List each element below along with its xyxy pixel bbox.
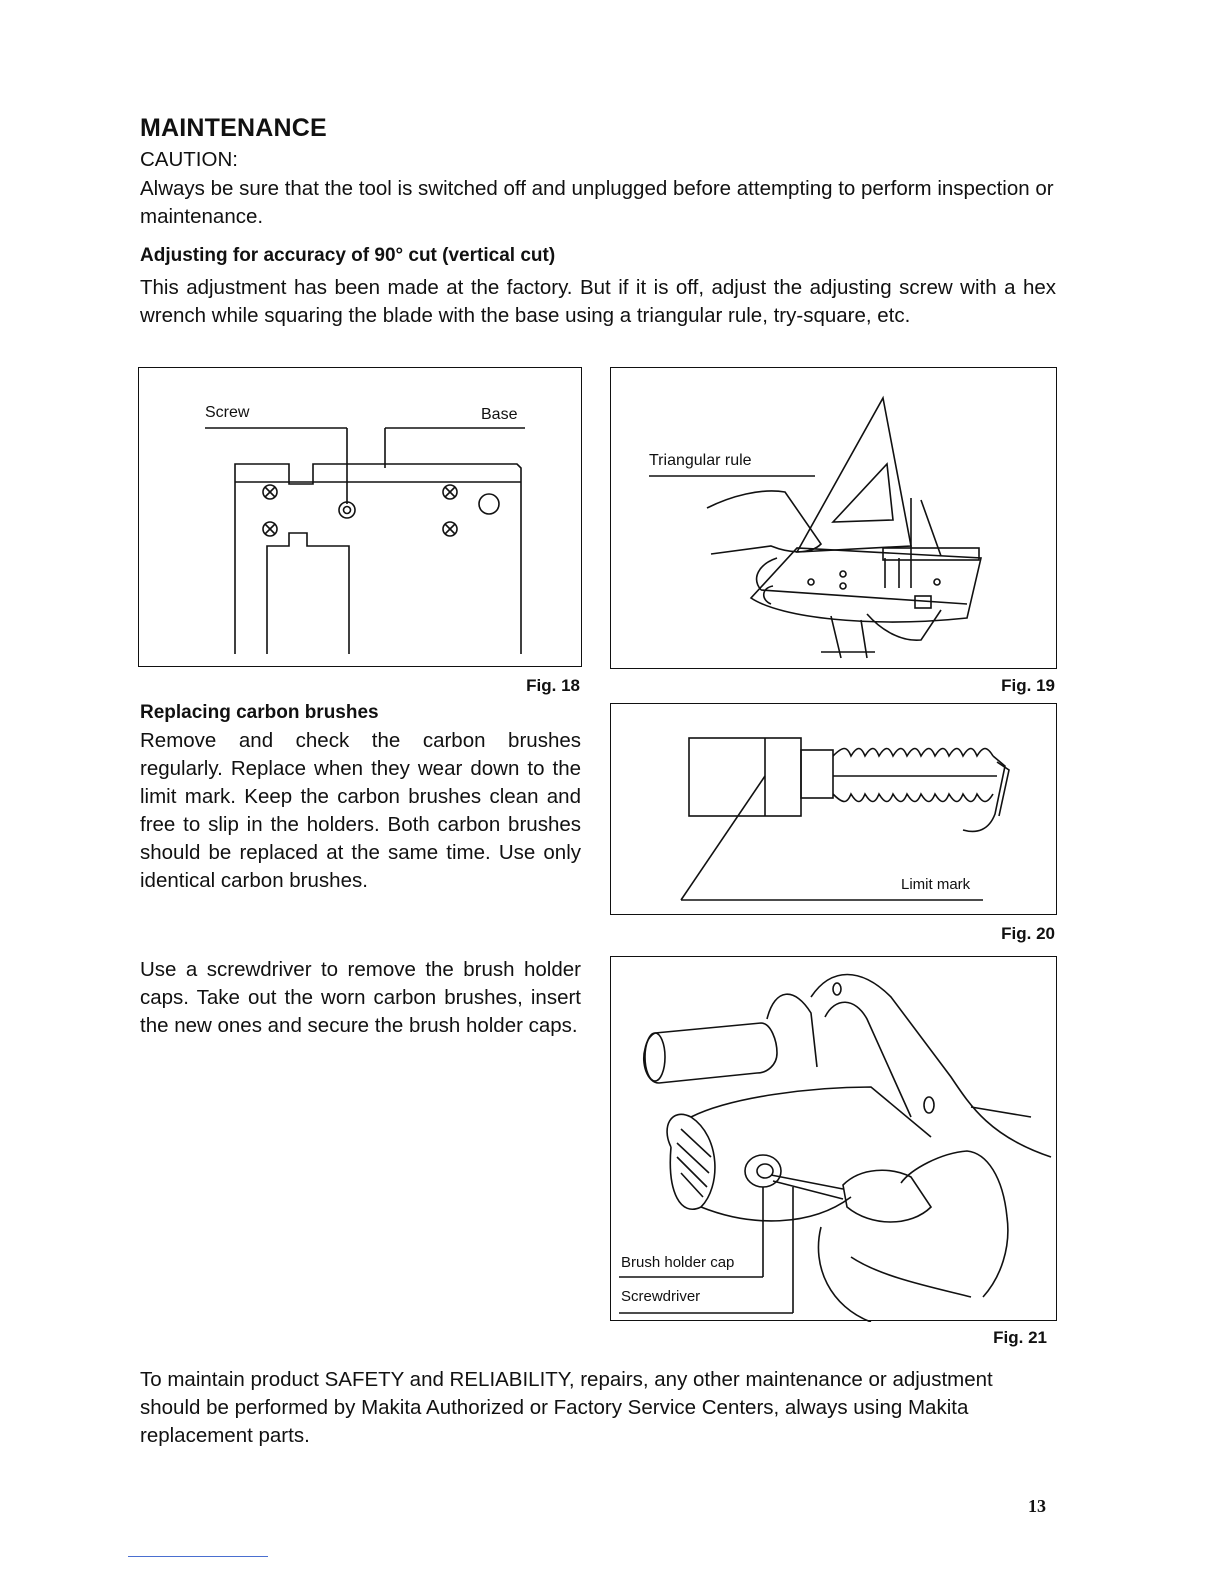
fig21-box (610, 956, 1057, 1321)
fig18-screw-callout: Screw (205, 404, 250, 421)
section-title: MAINTENANCE (140, 114, 327, 142)
fig18-label: Fig. 18 (526, 676, 580, 695)
fig20-limit-callout: Limit mark (901, 876, 971, 893)
fig19-rule-callout: Triangular rule (649, 452, 752, 469)
fig18-base-callout: Base (481, 406, 518, 423)
bottom-rule (128, 1556, 268, 1557)
adjust-heading: Adjusting for accuracy of 90° cut (vertical cut) (140, 245, 556, 266)
fig19-box (610, 367, 1057, 669)
brushes-text-2: Use a screwdriver to remove the brush holder caps. Take out the worn carbon brushes, insert the new ones and secure the brush holder caps. (140, 958, 581, 1037)
fig18-box (138, 367, 582, 667)
fig19-drawing (611, 368, 1058, 670)
page-number: 13 (1028, 1496, 1046, 1516)
caution-label: CAUTION: (140, 148, 238, 171)
adjust-text: This adjustment has been made at the factory. But if it is off, adjust the adjusting screw with a hex wrench while squaring the blade with the base using a triangular rule, try-square, etc. (140, 276, 1056, 327)
fig21-label: Fig. 21 (993, 1328, 1047, 1347)
footer-text: To maintain product SAFETY and RELIABILITY, repairs, any other maintenance or adjustment should be performed by Makita Authorized or Factory Service Centers, always using Makita replacement parts. (140, 1368, 993, 1447)
fig19-label: Fig. 19 (1001, 676, 1055, 695)
fig21-driver-callout: Screwdriver (621, 1288, 701, 1305)
fig20-drawing (611, 704, 1058, 916)
brushes-text-1: Remove and check the carbon brushes regularly. Replace when they wear down to the limit mark. Keep the carbon brushes clean and free to slip in the holders. Both carbon brushes should be replaced at the same time. Use only identical carbon brushes. (140, 729, 581, 892)
fig21-cap-callout: Brush holder cap (621, 1254, 735, 1271)
fig20-label: Fig. 20 (1001, 924, 1055, 943)
fig20-box (610, 703, 1057, 915)
caution-text: Always be sure that the tool is switched off and unplugged before attempting to perform inspection or maintenance. (140, 177, 1054, 228)
brushes-heading: Replacing carbon brushes (140, 702, 379, 723)
